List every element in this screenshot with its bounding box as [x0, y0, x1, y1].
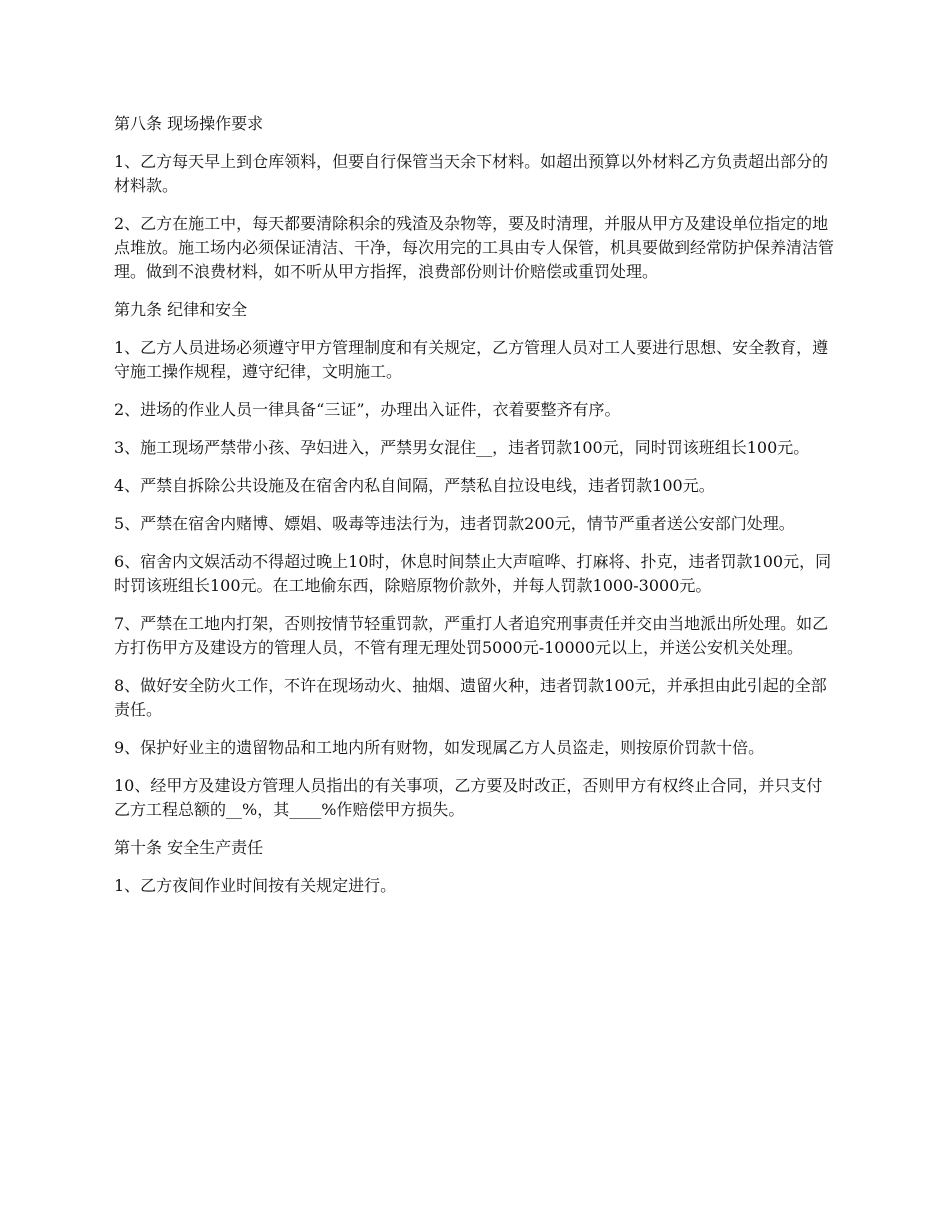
- clause-paragraph: 1、乙方人员进场必须遵守甲方管理制度和有关规定，乙方管理人员对工人要进行思想、安全教育，遵守施工操作规程，遵守纪律，文明施工。: [114, 338, 829, 381]
- clause-paragraph: 1、乙方每天早上到仓库领料，但要自行保管当天余下材料。如超出预算以外材料乙方负责超出部分的材料款。: [114, 152, 829, 195]
- clause-paragraph: 4、严禁自拆除公共设施及在宿舍内私自间隔，严禁私自拉设电线，违者罚款100元。: [114, 476, 715, 495]
- clause-paragraph: 10、经甲方及建设方管理人员指出的有关事项，乙方要及时改正，否则甲方有权终止合同，并只支付乙方工程总额的__%，其____%作赔偿甲方损失。: [114, 776, 823, 819]
- clause-paragraph: 2、进场的作业人员一律具备“三证”，办理出入证件，衣着要整齐有序。: [114, 400, 621, 419]
- section-heading-8: 第八条 现场操作要求: [114, 114, 264, 133]
- clause-paragraph: 5、严禁在宿舍内赌博、嫖娼、吸毒等违法行为，违者罚款200元，情节严重者送公安部门处理。: [114, 514, 795, 533]
- section-heading-9: 第九条 纪律和安全: [114, 300, 248, 319]
- document-page: [114, 112, 836, 912]
- clause-paragraph: 8、做好安全防火工作，不许在现场动火、抽烟、遗留火种，违者罚款100元，并承担由此引起的全部责任。: [114, 676, 827, 719]
- clause-paragraph: 7、严禁在工地内打架，否则按情节轻重罚款，严重打人者追究刑事责任并交由当地派出所处理。如乙方打伤甲方及建设方的管理人员，不管有理无理处罚5000元-10000元以上，并送公安机关处理。: [114, 614, 829, 657]
- section-heading-10: 第十条 安全生产责任: [114, 838, 264, 857]
- clause-paragraph: 2、乙方在施工中，每天都要清除积余的残渣及杂物等，要及时清理，并服从甲方及建设单位指定的地点堆放。施工场内必须保证清洁、干净，每次用完的工具由专人保管，机具要做到经常防护保养清洁管理。做到不浪费材料，如不听从甲方指挥，浪费部份则计价赔偿或重罚处理。: [114, 214, 835, 281]
- clause-paragraph: 3、施工现场严禁带小孩、孕妇进入，严禁男女混住__，违者罚款100元，同时罚该班组长100元。: [114, 438, 810, 457]
- clause-paragraph: 9、保护好业主的遗留物品和工地内所有财物，如发现属乙方人员盗走，则按原价罚款十倍。: [114, 738, 765, 757]
- clause-paragraph: 6、宿舍内文娱活动不得超过晚上10时，休息时间禁止大声喧哗、打麻将、扑克，违者罚款100元，同时罚该班组长100元。在工地偷东西，除赔原物价款外，并每人罚款1000-3000元。: [114, 552, 832, 595]
- clause-paragraph: 1、乙方夜间作业时间按有关规定进行。: [114, 876, 397, 895]
